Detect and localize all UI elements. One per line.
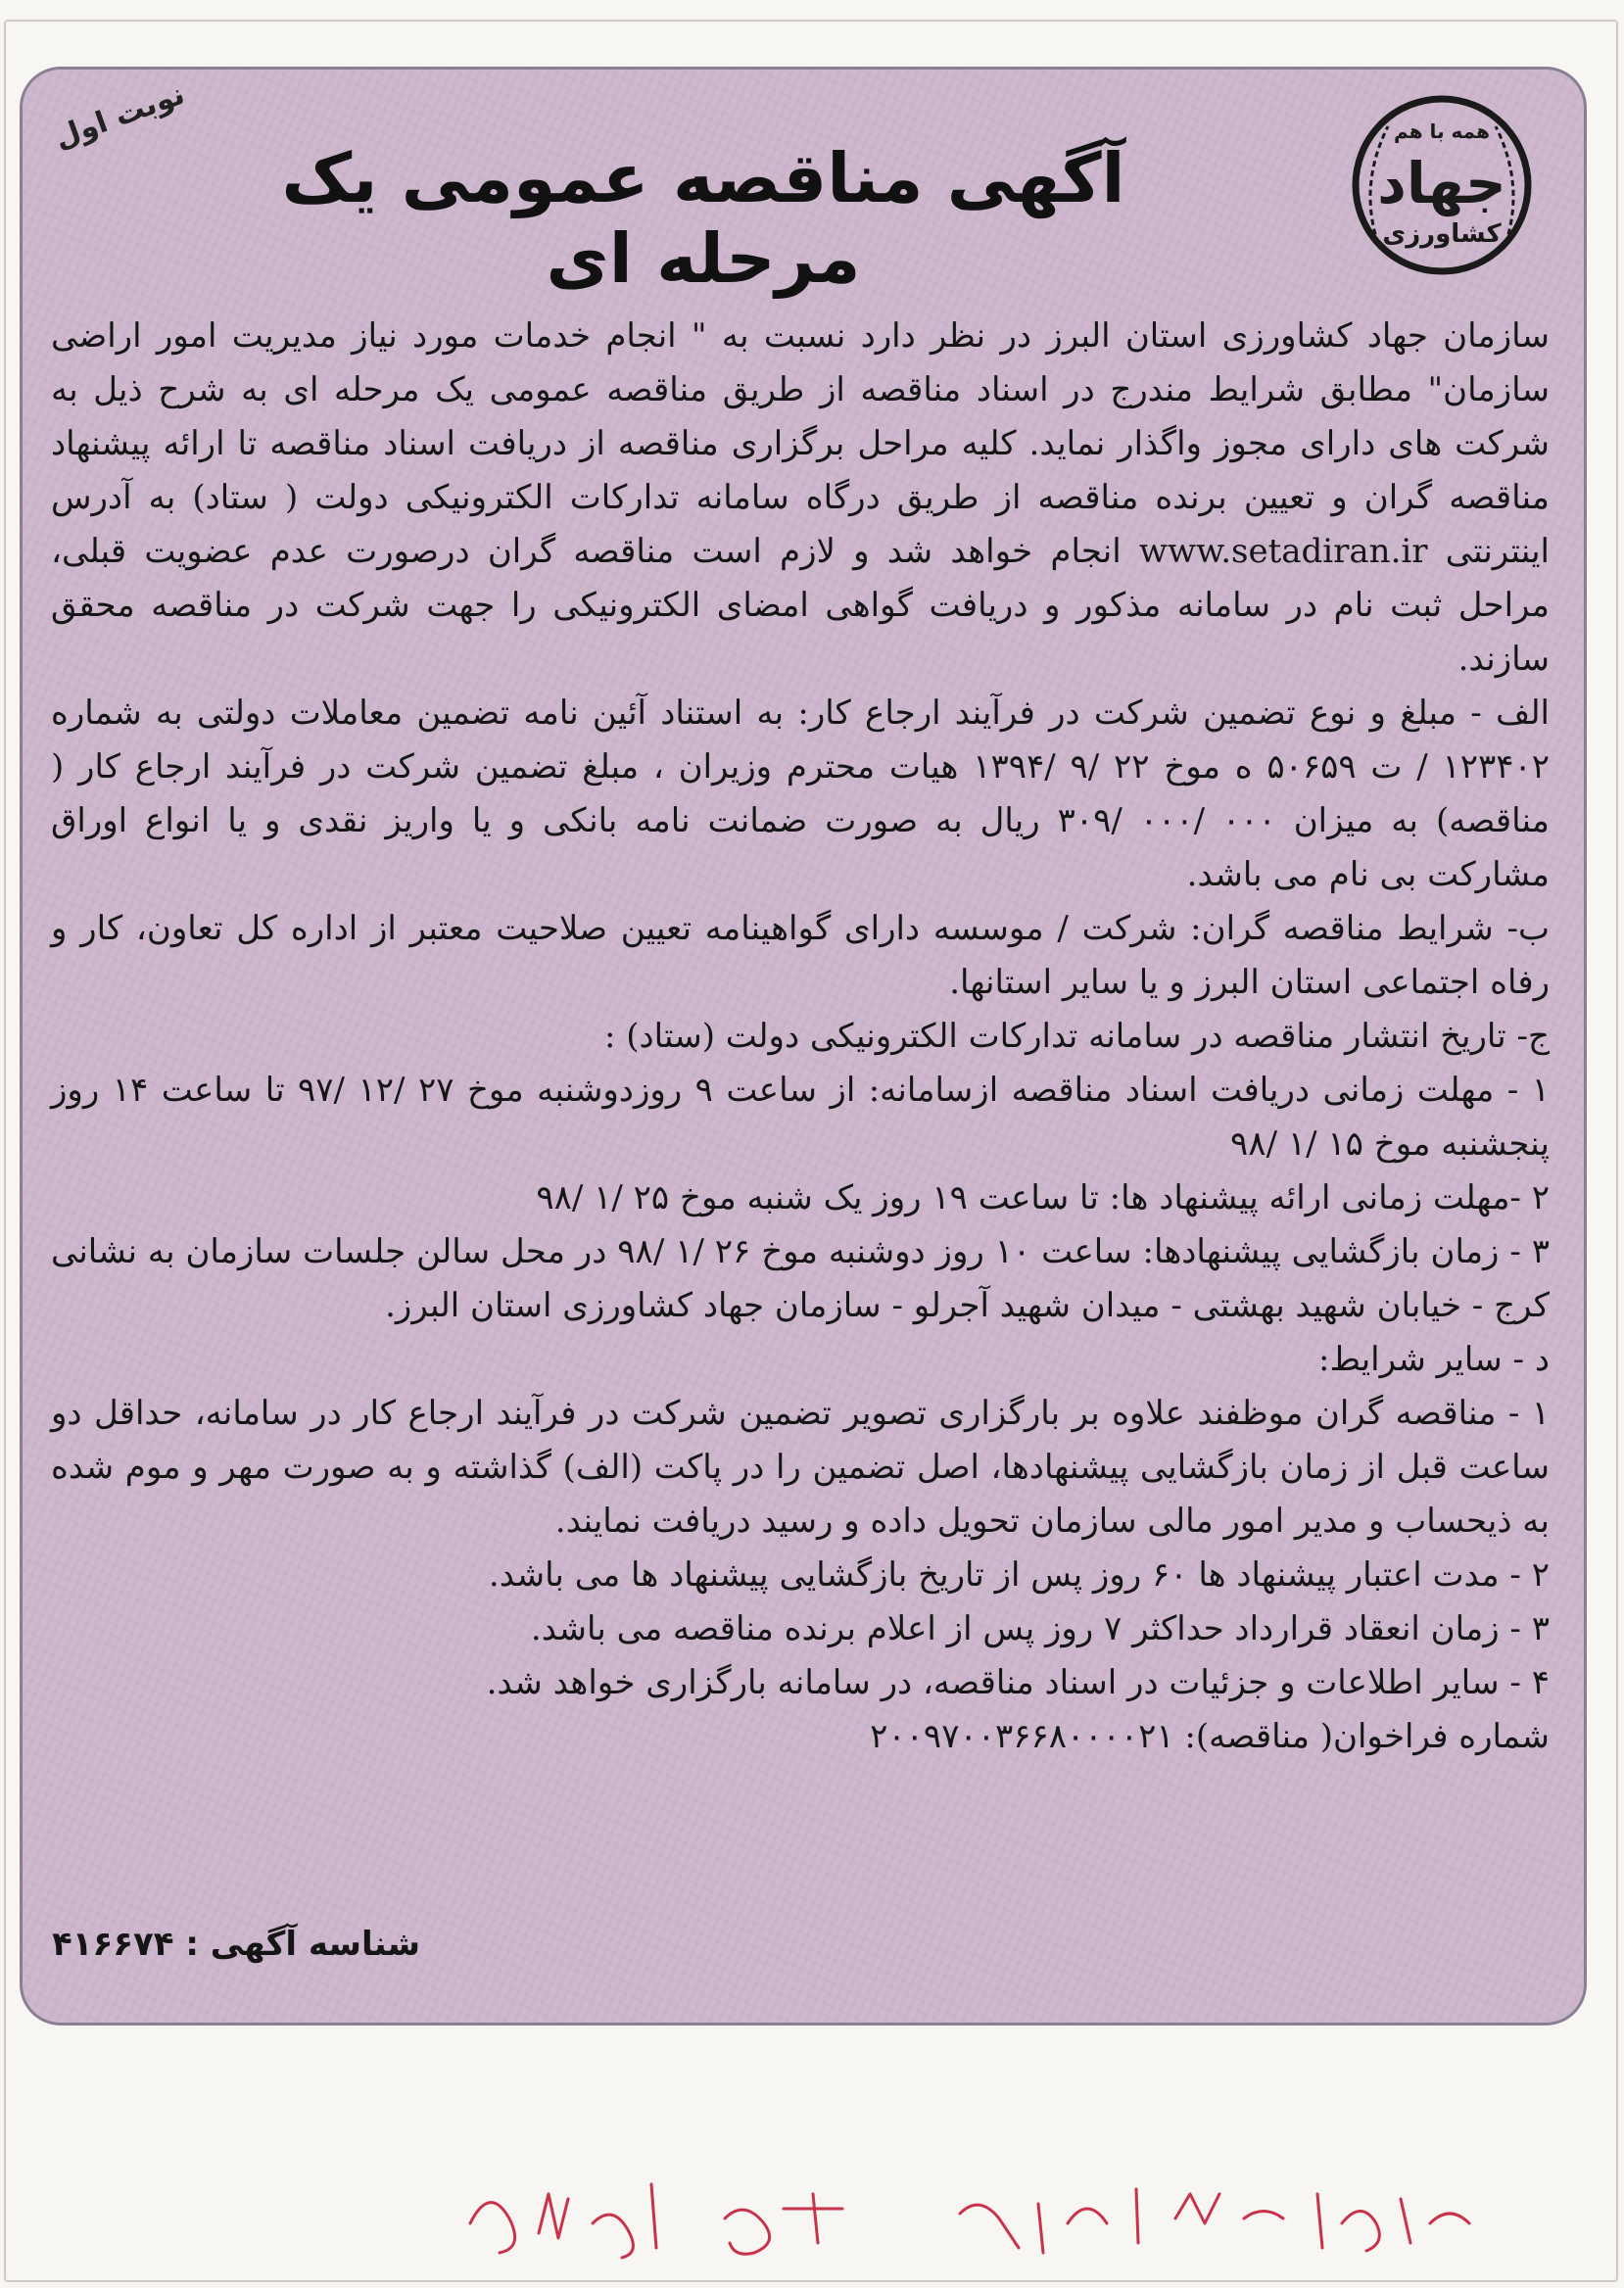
handwritten-note-signature	[431, 2165, 1508, 2272]
jihad-keshavarzi-logo	[1339, 87, 1545, 283]
jihad-keshavarzi-logo-icon	[1339, 87, 1545, 283]
notice-title: آگهی مناقصه عمومی یک مرحله ای	[281, 138, 1125, 299]
condition-item-2: ۲ - مدت اعتبار پیشنهاد ها ۶۰ روز پس از تاریخ بازگشایی پیشنهاد ها می باشد.	[488, 1555, 1550, 1595]
section-jim-schedule: ج- تاریخ انتشار مناقصه در سامانه تدارکات الکترونیکی دولت (ستاد) :	[603, 1017, 1550, 1056]
intro-paragraph: سازمان جهاد کشاورزی استان البرز در نظر دارد نسبت به " انجام خدمات مورد نیاز مدیریت امور اراضی سازمان" مطابق شرایط مندرج در اسناد مناقصه از طریق مناقصه عمومی یک مرحله ای به شرح ذیل به شرکت های دارای مجوز واگذار نماید. کلیه مراحل برگزاری مناقصه از دریافت اسناد مناقصه تا ارائه پیشنهاد مناقصه گران و تعیین برنده مناقصه از طریق درگاه سامانه تدارکات الکترونیکی دولت ( ستاد) به آدرس اینترنتی www.setadiran.ir انجام خواهد شد و لازم است مناقصه گران درصورت عدم عضویت قبلی، مراحل ثبت نام در سامانه مذکور و دریافت گواهی امضای الکترونیکی را جهت شرکت در مناقصه محقق سازند.	[51, 316, 1550, 679]
logo-top-text: همه با هم	[1394, 119, 1490, 143]
ad-id: شناسه آگهی : ۴۱۶۶۷۴	[52, 1925, 421, 1964]
logo-main-text: جهاد	[1377, 150, 1506, 216]
handwritten-note	[431, 2165, 1508, 2272]
section-alef-guarantee: الف - مبلغ و نوع تضمین شرکت در فرآیند ارجاع کار: به استناد آئین نامه تضمین معاملات دولتی به شماره ۱۲۳۴۰۲ / ت ۵۰۶۵۹ ه موخ ۲۲ /۹ /۱۳۹۴ هیات محترم وزیران ، مبلغ تضمین شرکت در فرآیند ارجاع کار ( مناقصه) به میزان ۰۰۰ /۰۰۰ /۳۰۹ ریال به صورت ضمانت نامه بانکی و یا واریز نقدی و یا انواع اوراق مشارکت بی نام می باشد.	[51, 693, 1551, 894]
condition-item-4: ۴ - سایر اطلاعات و جزئیات در اسناد مناقصه، در سامانه بارگزاری خواهد شد.	[486, 1663, 1550, 1702]
schedule-item-2: ۲ -مهلت زمانی ارائه پیشنهاد ها: تا ساعت ۱۹ روز یک شنبه موخ ۲۵ /۱ /۹۸	[536, 1178, 1550, 1217]
section-dal-other-conditions: د - سایر شرایط:	[1317, 1340, 1550, 1379]
schedule-item-1: ۱ - مهلت زمانی دریافت اسناد مناقصه ازسامانه: از ساعت ۹ روزدوشنبه موخ ۲۷ /۱۲ /۹۷ تا ساعت ۱۴ روز پنجشنبه موخ ۱۵ /۱ /۹۸	[51, 1071, 1551, 1164]
section-be-conditions: ب- شرایط مناقصه گران: شرکت / موسسه دارای گواهینامه تعیین صلاحیت معتبر از اداره کل تعاون، کار و رفاه اجتماعی استان البرز و یا سایر استانها.	[51, 909, 1550, 1002]
call-number: شماره فراخوان( مناقصه): ۲۰۰۹۷۰۰۳۶۶۸۰۰۰۰۲۱	[870, 1717, 1550, 1756]
tender-notice	[20, 67, 1587, 2026]
schedule-item-3: ۳ - زمان بازگشایی پیشنهادها: ساعت ۱۰ روز دوشنبه موخ ۲۶ /۱ /۹۸ در محل سالن جلسات سازمان به نشانی کرج - خیابان شهید بهشتی - میدان شهید آجرلو - سازمان جهاد کشاورزی استان البرز.	[51, 1232, 1551, 1325]
round-tag: نوبت اول	[50, 76, 190, 156]
condition-item-3: ۳ - زمان انعقاد قرارداد حداکثر ۷ روز پس از اعلام برنده مناقصه می باشد.	[530, 1609, 1550, 1648]
logo-sub-text: کشاورزی	[1382, 219, 1502, 249]
condition-item-1: ۱ - مناقصه گران موظفند علاوه بر بارگزاری تصویر تضمین شرکت در فرآیند ارجاع کار در سامانه، حداقل دو ساعت قبل از زمان بازگشایی پیشنهادها، اصل تضمین را در پاکت (الف) گذاشته و به صورت مهر و موم شده به ذیحساب و مدیر امور مالی سازمان تحویل داده و رسید دریافت نمایند.	[51, 1394, 1550, 1541]
notice-body	[51, 310, 1550, 1764]
